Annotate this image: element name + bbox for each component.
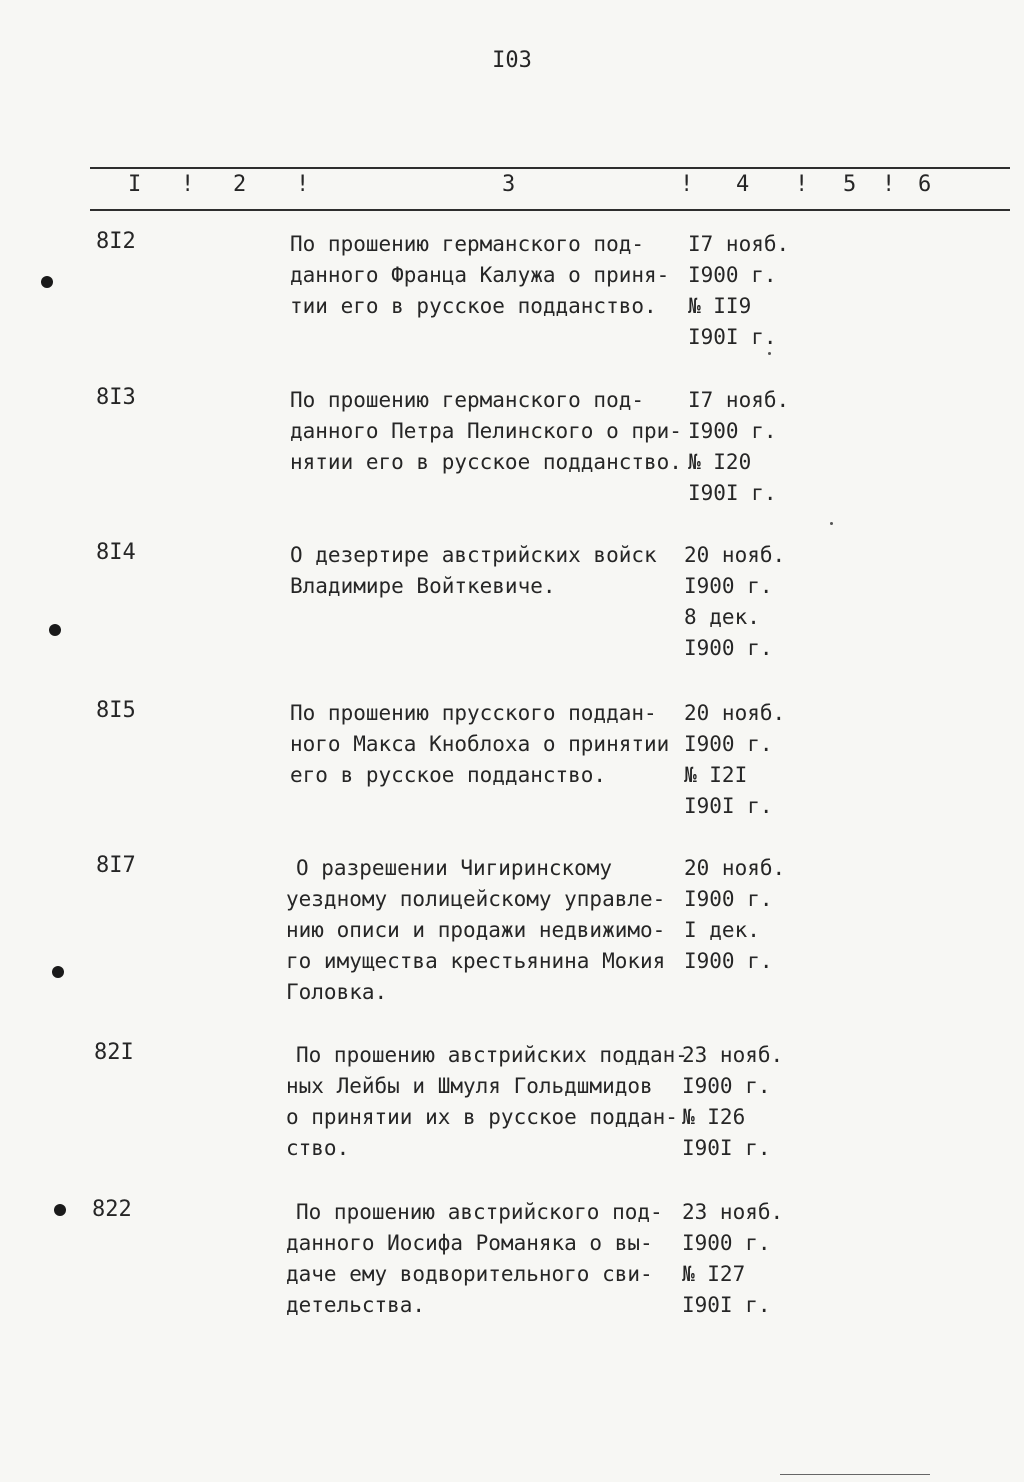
title-line: тии его в русское подданство. xyxy=(290,294,657,318)
page-number: I03 xyxy=(492,48,532,73)
case-number: 8I4 xyxy=(96,540,136,565)
date-line: 8 дек. xyxy=(684,605,760,629)
date-line: I900 г. xyxy=(684,732,773,756)
title-line: даче ему водворительного сви- xyxy=(286,1262,653,1286)
header-col-5: 5 xyxy=(843,172,857,197)
case-title xyxy=(286,1040,686,1164)
date-line: № I27 xyxy=(682,1262,746,1286)
date-line: I7 нояб. xyxy=(688,388,790,412)
case-title xyxy=(290,229,690,322)
case-title xyxy=(290,385,690,478)
punch-hole xyxy=(41,276,53,288)
title-line: данного Иосифа Романяка о вы- xyxy=(286,1231,653,1255)
date-line: № I2I xyxy=(684,763,748,787)
date-line: I7 нояб. xyxy=(688,232,790,256)
case-dates xyxy=(682,1197,812,1321)
table-top-rule xyxy=(90,167,1010,169)
title-line: уездному полицейскому управле- xyxy=(286,887,666,911)
date-line: I90I г. xyxy=(688,325,777,349)
header-separator-5: ! xyxy=(882,172,896,197)
date-line: I дек. xyxy=(684,918,760,942)
date-line: 23 нояб. xyxy=(682,1200,784,1224)
case-dates xyxy=(684,540,814,664)
punch-hole xyxy=(52,966,64,978)
date-line: I900 г. xyxy=(684,636,773,660)
title-line: О дезертире австрийских войск xyxy=(290,543,657,567)
paper-speck xyxy=(768,352,771,355)
case-dates xyxy=(688,229,818,353)
date-line: I900 г. xyxy=(684,887,773,911)
case-number: 8I7 xyxy=(96,853,136,878)
date-line: № I26 xyxy=(682,1105,746,1129)
header-separator-1: ! xyxy=(181,172,195,197)
date-line: I900 г. xyxy=(688,419,777,443)
title-line: данного Петра Пелинского о при- xyxy=(290,419,682,443)
title-line: его в русское подданство. xyxy=(290,763,607,787)
header-col-2: 2 xyxy=(233,172,247,197)
case-dates xyxy=(684,698,814,822)
case-dates xyxy=(688,385,818,509)
table-header-rule xyxy=(90,209,1010,211)
date-line: 20 нояб. xyxy=(684,543,786,567)
title-line: о принятии их в русское поддан- xyxy=(286,1105,678,1129)
date-line: I90I г. xyxy=(682,1293,771,1317)
date-line: № II9 xyxy=(688,294,752,318)
date-line: 20 нояб. xyxy=(684,701,786,725)
case-number: 8I2 xyxy=(96,229,136,254)
punch-hole xyxy=(54,1204,66,1216)
punch-hole xyxy=(49,624,61,636)
case-dates xyxy=(684,853,814,977)
title-line: Владимире Войткевиче. xyxy=(290,574,556,598)
header-col-1: I xyxy=(128,172,142,197)
date-line: № I20 xyxy=(688,450,752,474)
case-title xyxy=(286,1197,686,1321)
date-line: I900 г. xyxy=(684,574,773,598)
title-line: По прошению германского под- xyxy=(290,388,645,412)
title-line: По прошению австрийских поддан- xyxy=(296,1043,688,1067)
title-line: детельства. xyxy=(286,1293,426,1317)
date-line: I900 г. xyxy=(682,1074,771,1098)
header-col-4: 4 xyxy=(736,172,750,197)
title-line: ство. xyxy=(286,1136,350,1160)
title-line: О разрешении Чигиринскому xyxy=(296,856,613,880)
date-line: I900 г. xyxy=(688,263,777,287)
case-title xyxy=(290,698,690,791)
case-number: 82I xyxy=(94,1040,134,1065)
header-separator-2: ! xyxy=(296,172,310,197)
date-line: 20 нояб. xyxy=(684,856,786,880)
case-number: 822 xyxy=(92,1197,132,1222)
title-line: ных Лейбы и Шмуля Гольдшмидов xyxy=(286,1074,653,1098)
case-number: 8I3 xyxy=(96,385,136,410)
header-separator-4: ! xyxy=(795,172,809,197)
title-line: нию описи и продажи недвижимо- xyxy=(286,918,666,942)
title-line: нятии его в русское подданство. xyxy=(290,450,682,474)
case-dates xyxy=(682,1040,812,1164)
case-title xyxy=(290,540,690,602)
date-line: I90I г. xyxy=(688,481,777,505)
date-line: 23 нояб. xyxy=(682,1043,784,1067)
title-line: По прошению прусского поддан- xyxy=(290,701,657,725)
bottom-edge-mark xyxy=(780,1474,930,1475)
title-line: го имущества крестьянина Мокия xyxy=(286,949,666,973)
header-col-6: 6 xyxy=(918,172,932,197)
date-line: I90I г. xyxy=(684,794,773,818)
title-line: данного Франца Калужа о приня- xyxy=(290,263,670,287)
date-line: I90I г. xyxy=(682,1136,771,1160)
paper-speck xyxy=(830,522,833,525)
date-line: I900 г. xyxy=(682,1231,771,1255)
date-line: I900 г. xyxy=(684,949,773,973)
title-line: По прошению австрийского под- xyxy=(296,1200,663,1224)
title-line: Головка. xyxy=(286,980,388,1004)
case-title xyxy=(286,853,686,1008)
header-separator-3: ! xyxy=(680,172,694,197)
title-line: По прошению германского под- xyxy=(290,232,645,256)
title-line: ного Макса Кноблоха о принятии xyxy=(290,732,670,756)
case-number: 8I5 xyxy=(96,698,136,723)
header-col-3: 3 xyxy=(502,172,516,197)
